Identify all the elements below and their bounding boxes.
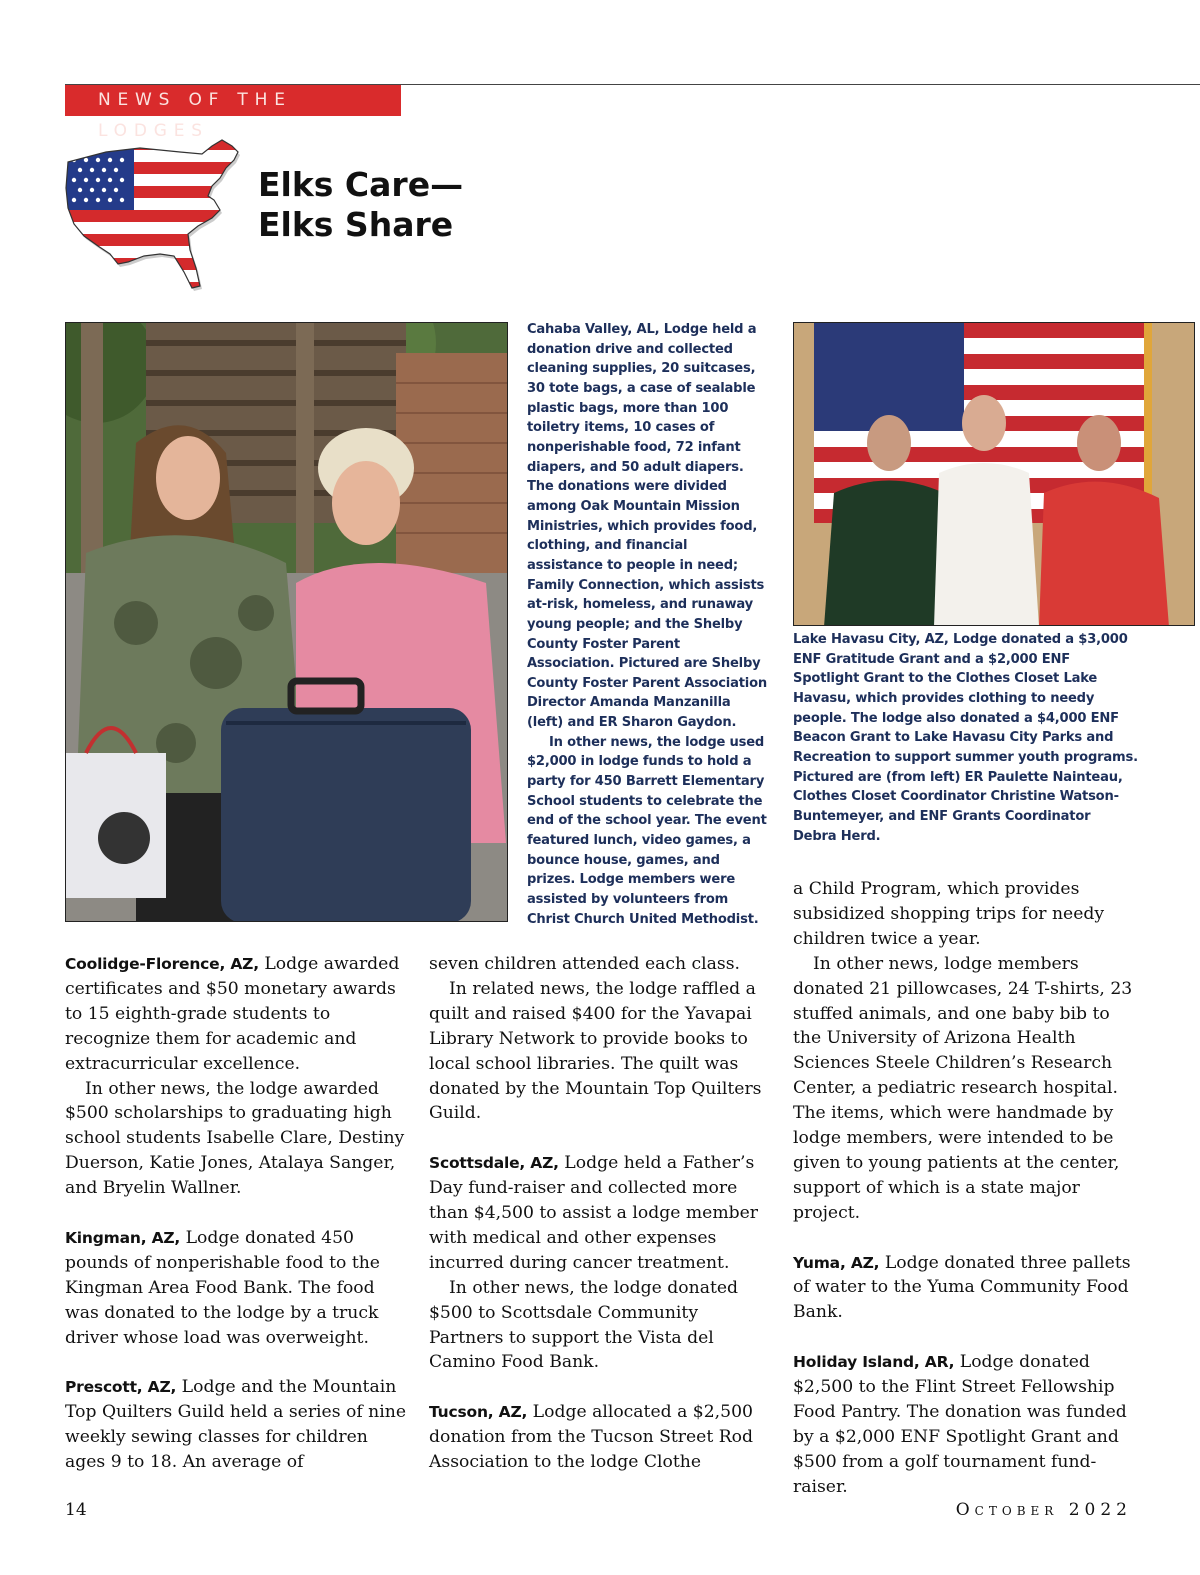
photo-lake-havasu — [793, 322, 1195, 626]
section-banner: NEWS OF THE LODGES — [65, 85, 401, 116]
article-location: Prescott, AZ, — [65, 1378, 177, 1397]
article-text: seven children attended each class. — [429, 954, 741, 974]
page-number: 14 — [65, 1500, 87, 1520]
article-text: Lodge held a Father’s Day fund-raiser and collected more than $4,500 to assist a lodge member with medical and other expenses incurred during cancer treatment. — [429, 1153, 759, 1273]
article-location: Tucson, AZ, — [429, 1403, 528, 1422]
article-text: Lodge donated 450 pounds of nonperishable food to the Kingman Area Food Bank. The food was donated to the lodge by a truck driver whose load was overweight. — [65, 1227, 380, 1348]
caption-text: Lodge donated a $3,000 ENF Gratitude Grant and a $2,000 ENF Spotlight Grant to the Clothes Closet Lake Havasu, which provides clothing to needy people. The lodge also donated a $4,000 ENF Beacon Grant to Lake Havasu City Parks and Recreation to support summer youth programs. Pictured are (from left) ER Paulette Nainteau, Clothes Closet Coordinator Christine Watson-Buntemeyer, and ENF Grants Coordinator Debra Herd. — [793, 632, 1138, 844]
article-text: In other news, the lodge awarded $500 scholarships to graduating high school students Isabelle Clare, Destiny Duerson, Katie Jones, Atalaya Sanger, and Bryelin Wallner. — [65, 1078, 405, 1199]
article-column-3 — [793, 877, 1138, 1500]
article-column-2 — [429, 952, 774, 1475]
article-text: In other news, lodge members donated 21 pillowcases, 24 T-shirts, 23 stuffed animals, and one baby bib to the University of Arizona Health Sciences Steele Children’s Research Center, a pediatric research hospital. The items, which were handmade by lodge members, were intended to be given to young patients at the center, support of which is a state major project. — [793, 953, 1133, 1223]
headline-line-2: Elks Share — [258, 205, 454, 244]
caption-lead: Cahaba Valley, AL, — [527, 322, 660, 337]
article-text: Lodge allocated a $2,500 donation from the Tucson Street Rod Association to the lodge Clothe — [429, 1402, 754, 1473]
article-location: Yuma, AZ, — [793, 1253, 880, 1272]
article-location: Holiday Island, AR, — [793, 1353, 955, 1372]
article-location: Coolidge-Florence, AZ, — [65, 955, 259, 973]
caption-cahaba-valley — [527, 320, 767, 929]
caption-lead: Lake Havasu City, AZ, — [793, 632, 949, 647]
photo-cahaba-valley — [65, 322, 508, 922]
article-text: Lodge awarded certificates and $50 monetary awards to 15 eighth-grade students to recognize them for academic and extracurricular excellence. — [65, 954, 400, 1074]
headline-line-1: Elks Care— — [258, 165, 464, 204]
article-column-1 — [65, 952, 410, 1475]
article-location: Scottsdale, AZ, — [429, 1154, 559, 1173]
us-flag-map-icon — [62, 138, 244, 294]
caption-text: In other news, the lodge used $2,000 in lodge funds to hold a party for 450 Barrett Elementary School students to celebrate the end of the school year. The event featured lunch, video games, a bounce house, games, and prizes. Lodge members were assisted by volunteers from Christ Church United Methodist. — [527, 734, 767, 927]
caption-lake-havasu — [793, 630, 1138, 846]
headline — [258, 165, 463, 245]
article-text: a Child Program, which provides subsidized shopping trips for needy children twice a year. — [793, 879, 1105, 949]
issue-date: October 2022 — [955, 1500, 1132, 1520]
article-text: Lodge donated $2,500 to the Flint Street Fellowship Food Pantry. The donation was funded by a $2,000 ENF Spotlight Grant and $500 from a golf tournament fund-raiser. — [793, 1352, 1127, 1497]
article-text: Lodge and the Mountain Top Quilters Guild held a series of nine weekly sewing classes for children ages 9 to 18. An average of — [65, 1377, 406, 1473]
article-text: Lodge donated three pallets of water to the Yuma Community Food Bank. — [793, 1252, 1131, 1323]
article-text: In other news, the lodge donated $500 to Scottsdale Community Partners to support the Vista del Camino Food Bank. — [429, 1277, 739, 1373]
caption-text: Lodge held a donation drive and collected cleaning supplies, 20 suitcases, 30 tote bags, a case of sealable plastic bags, more than 100 toiletry items, 10 cases of nonperishable food, 72 infant diapers, and 50 adult diapers. The donations were divided among Oak Mountain Mission Ministries, which provides food, clothing, and financial assistance to people in need; Family Connection, which assists at-risk, homeless, and runaway young people; and the Shelby County Foster Parent Association. Pictured are Shelby County Foster Parent Association Director Amanda Manzanilla (left) and ER Sharon Gaydon. — [527, 322, 767, 731]
article-location: Kingman, AZ, — [65, 1228, 181, 1247]
article-text: In related news, the lodge raffled a quilt and raised $400 for the Yavapai Library Network to provide books to local school libraries. The quilt was donated by the Mountain Top Quilters Guild. — [429, 978, 762, 1124]
